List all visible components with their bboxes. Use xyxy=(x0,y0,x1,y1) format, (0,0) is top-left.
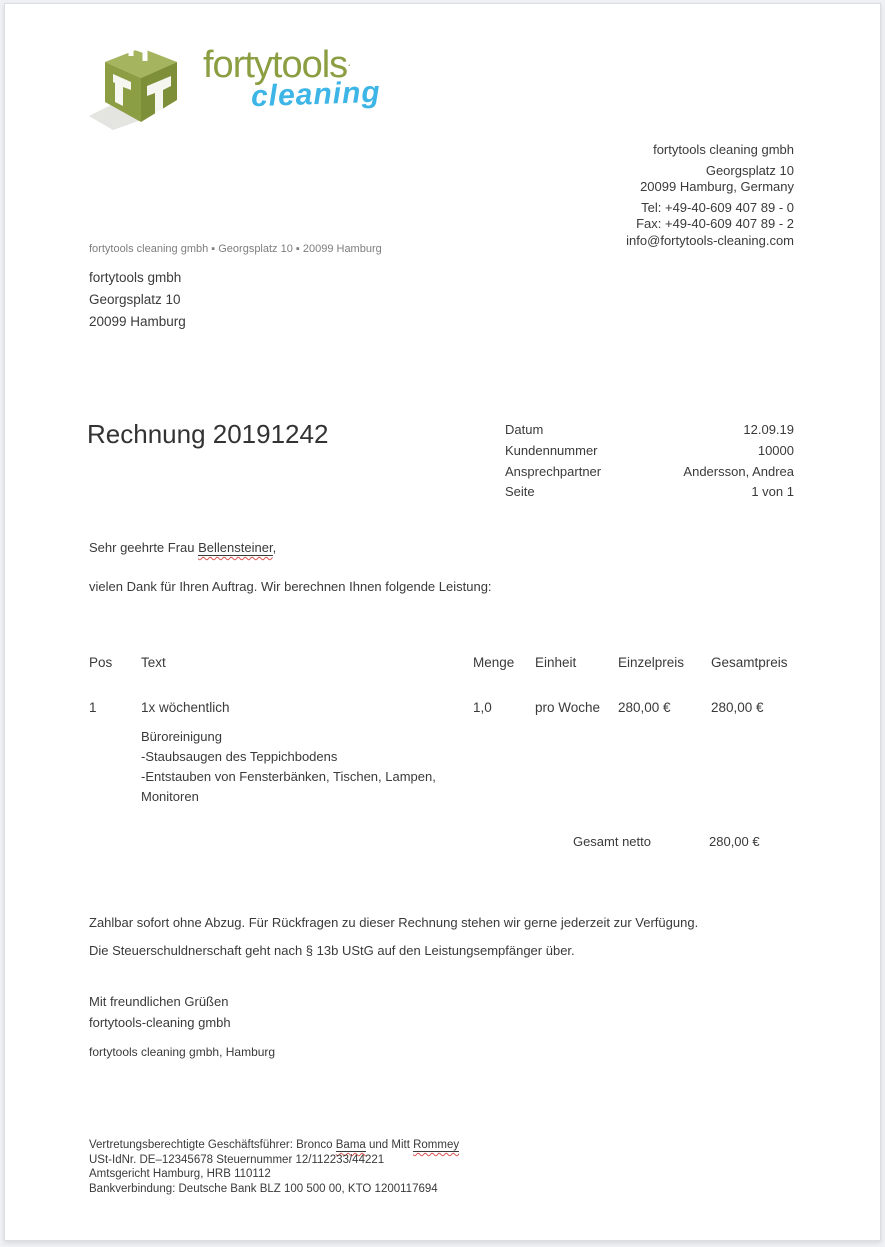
item-pos: 1 xyxy=(89,700,97,715)
description-line: Büroreinigung xyxy=(141,729,222,744)
column-header-pos: Pos xyxy=(89,655,113,670)
director-name: Bama xyxy=(335,1139,366,1151)
company-tel-line: Tel: +49-40-609 407 89 - 0 xyxy=(641,199,794,215)
meta-row xyxy=(505,420,794,441)
company-address-line: Georgsplatz 10 xyxy=(705,162,794,178)
logo-subbrand-text: cleaning xyxy=(250,75,382,114)
footer-managing-directors xyxy=(89,1138,459,1153)
recipient-line: fortytools gmbh xyxy=(89,270,182,285)
footer-tax-ids: USt-IdNr. DE–12345678 Steuernummer 12/112233/44221 xyxy=(89,1153,385,1166)
footer-bank-details: Bankverbindung: Deutsche Bank BLZ 100 500 00, KTO 1200117694 xyxy=(89,1182,438,1195)
invoice-page xyxy=(4,3,881,1241)
meta-label: Ansprechpartner xyxy=(505,463,602,479)
item-gesamtpreis: 280,00 € xyxy=(711,700,764,715)
column-header-einzelpreis: Einzelpreis xyxy=(618,655,685,670)
recipient-line: Georgsplatz 10 xyxy=(89,292,181,307)
item-einheit: pro Woche xyxy=(535,700,601,715)
tax-note: Die Steuerschuldnerschaft geht nach § 13b UStG auf den Leistungsempfänger über. xyxy=(89,943,575,958)
meta-value: Andersson, Andrea xyxy=(683,463,794,479)
footer-text: Vertretungsberechtigte Geschäftsführer: Bronco xyxy=(89,1139,336,1151)
greeting-line xyxy=(89,540,276,555)
description-line: -Entstauben von Fensterbänken, Tischen, Lampen, xyxy=(141,769,436,784)
recipient-address xyxy=(89,267,186,333)
intro-line: vielen Dank für Ihren Auftrag. Wir berechnen Ihnen folgende Leistung: xyxy=(89,579,492,594)
payment-note: Zahlbar sofort ohne Abzug. Für Rückfragen zu dieser Rechnung stehen wir gerne jederzeit zur Verfügung. xyxy=(89,915,699,930)
items-table-header xyxy=(89,655,794,670)
column-header-text: Text xyxy=(141,655,166,670)
item-einzelpreis: 280,00 € xyxy=(618,700,671,715)
director-name: Rommey xyxy=(413,1139,460,1151)
meta-value: 12.09.19 xyxy=(743,422,794,437)
column-header-menge: Menge xyxy=(473,655,515,670)
meta-row xyxy=(505,441,794,462)
total-value: 280,00 € xyxy=(709,834,760,849)
item-row xyxy=(89,700,794,715)
meta-value: 10000 xyxy=(757,442,794,458)
company-address-line: 20099 Hamburg, Germany xyxy=(640,179,794,194)
closing-company-line: fortytools cleaning gmbh, Hamburg xyxy=(89,1045,276,1059)
sender-line: fortytools cleaning gmbh ▪ Georgsplatz 10 ▪ 20099 Hamburg xyxy=(89,243,382,255)
meta-label: Datum xyxy=(505,422,544,437)
logo-brand-text: fortytools· xyxy=(203,44,351,86)
company-address-block xyxy=(626,142,794,249)
column-header-einheit: Einheit xyxy=(535,655,577,670)
footer-text: und Mitt xyxy=(365,1139,414,1151)
logo-trademark-dot: · xyxy=(347,57,351,72)
meta-row xyxy=(505,482,794,503)
logo-wordmark xyxy=(203,40,382,114)
item-description xyxy=(141,727,436,807)
closing-signature: fortytools-cleaning gmbh xyxy=(89,1014,231,1030)
company-email: info@fortytools-cleaning.com xyxy=(626,232,794,248)
description-line: Monitoren xyxy=(141,789,199,804)
closing-salutation: Mit freundlichen Grüßen xyxy=(89,994,229,1009)
meta-label: Kundennummer xyxy=(505,442,598,458)
meta-label: Seite xyxy=(505,484,535,500)
column-header-gesamtpreis: Gesamtpreis xyxy=(711,655,788,670)
company-name: fortytools cleaning gmbh xyxy=(653,142,794,157)
company-fax-line: Fax: +49-40-609 407 89 - 2 xyxy=(636,216,794,231)
fortytools-logo-icon xyxy=(87,40,191,137)
item-menge: 1,0 xyxy=(473,700,492,715)
footer-legal xyxy=(89,1138,459,1196)
greeting-prefix: Sehr geehrte Frau xyxy=(89,540,199,555)
invoice-meta xyxy=(505,420,794,503)
footer-court-registration: Amtsgericht Hamburg, HRB 110112 xyxy=(89,1168,271,1181)
brand-logo xyxy=(87,40,381,137)
description-line: -Staubsaugen des Teppichbodens xyxy=(141,749,338,764)
item-text: 1x wöchentlich xyxy=(141,700,230,715)
meta-row xyxy=(505,462,794,483)
closing-block xyxy=(89,992,231,1033)
greeting-name: Bellensteiner xyxy=(198,540,273,555)
invoice-title: Rechnung 20191242 xyxy=(87,419,329,449)
recipient-line: 20099 Hamburg xyxy=(89,314,186,329)
greeting-suffix: , xyxy=(272,540,277,555)
meta-value: 1 von 1 xyxy=(751,484,794,500)
total-label: Gesamt netto xyxy=(572,834,651,849)
